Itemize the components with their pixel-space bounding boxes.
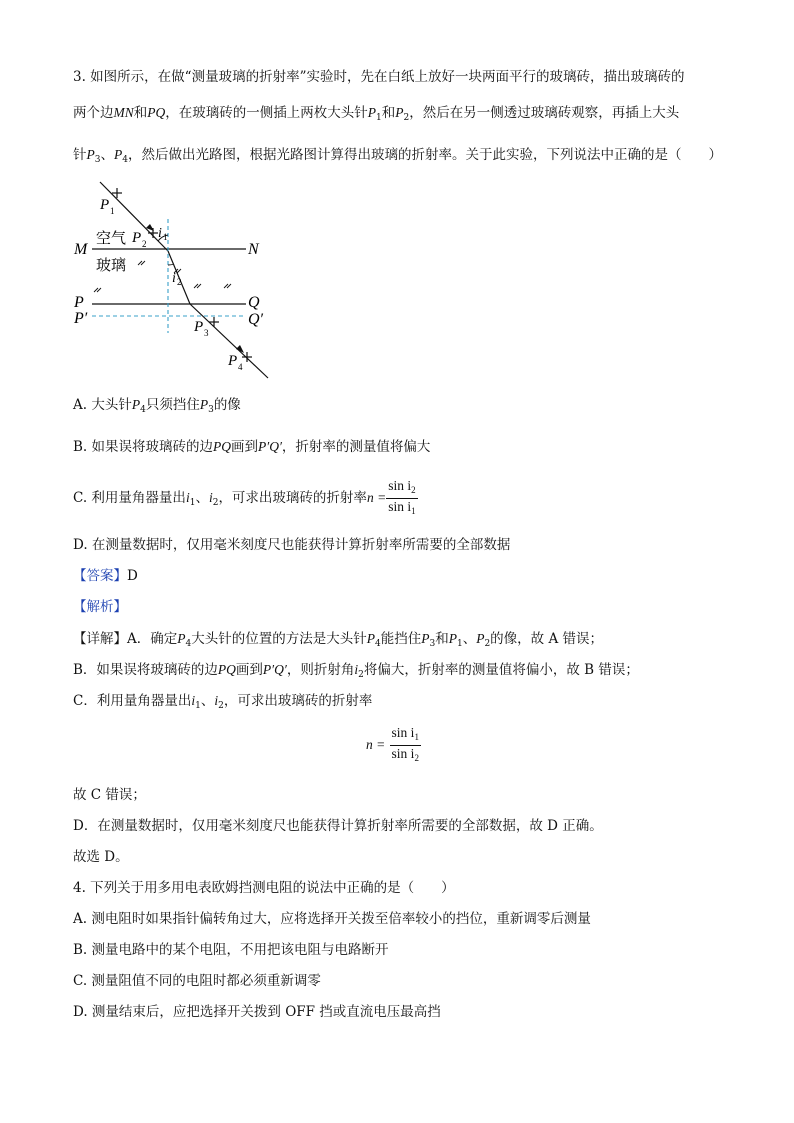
label-P3: P xyxy=(194,319,204,335)
q4-stem: 4. 下列关于用多用电表欧姆挡测电阻的说法中正确的是（ ） xyxy=(73,880,455,896)
label-P3-sub: 3 xyxy=(204,328,209,338)
angle-i2-arc xyxy=(168,264,174,265)
q3-option-c: C. 利用量角器量出$i_1$、$i_2$，可求出玻璃砖的折射率n = $\frac{\sin i_2}{\sin i_1}$ xyxy=(73,478,418,521)
explain-c: C．利用量角器量出$i_1$、$i_2$，可求出玻璃砖的折射率 xyxy=(73,693,373,711)
formula-fraction: $\frac{\sin i_1}{\sin i_2}$ xyxy=(391,725,419,763)
analysis-label: 【解析】 xyxy=(73,599,127,615)
final-choice: 故选 D。 xyxy=(73,849,129,865)
label-air: 空气 xyxy=(96,231,127,247)
label-i1: i xyxy=(158,226,162,241)
q3-stem-line1: 3. 如图所示，在做“测量玻璃的折射率”实验时，先在白纸上放好一块两面平行的玻璃砖，描出玻璃砖的 xyxy=(73,69,685,85)
label-P: P xyxy=(74,294,84,311)
refraction-diagram xyxy=(70,175,290,385)
label-glass: 玻璃 xyxy=(96,258,127,274)
label-P1-sub: 1 xyxy=(110,206,115,216)
label-P4-sub: 4 xyxy=(238,362,243,372)
q3-stem-line3: 针$P_3$、$P_4$，然后做出光路图，根据光路图计算得出玻璃的折射率。关于此实验，下列说法中正确的是（ ） xyxy=(73,147,722,165)
label-M: M xyxy=(74,241,88,258)
label-i2: i xyxy=(172,271,176,286)
option-c-fraction: $\frac{\sin i_2}{\sin i_1}$ xyxy=(388,478,416,516)
label-P2-sub: 2 xyxy=(142,239,147,249)
explain-d: D．在测量数据时，仅用毫米刻度尺也能获得计算折射率所需要的全部数据，故 D 正确。 xyxy=(73,818,603,834)
q3-option-b: B. 如果误将玻璃砖的边PQ画到P′Q′，折射率的测量值将偏大 xyxy=(73,439,431,455)
label-i2-sub: 2 xyxy=(177,277,182,287)
label-N: N xyxy=(248,241,259,258)
explain-b: B．如果误将玻璃砖的边PQ画到P′Q′，则折射角$i_2$将偏大，折射率的测量值将偏小，故 B 错误； xyxy=(73,662,639,680)
label-Qp: Q′ xyxy=(248,311,264,328)
label-Q: Q xyxy=(248,294,260,311)
explain-c-conclusion: 故 C 错误； xyxy=(73,787,146,803)
q4-option-d: D. 测量结束后，应把选择开关拨到 OFF 挡或直流电压最高挡 xyxy=(73,1004,441,1020)
q3-stem-line2: 两个边MN和PQ，在玻璃砖的一侧插上两枚大头针$P_1$和$P_2$，然后在另一侧透过玻璃砖观察，再插上大头 xyxy=(73,105,680,123)
q4-option-c: C. 测量阻值不同的电阻时都必须重新调零 xyxy=(73,973,321,989)
q3-option-d: D. 在测量数据时，仅用毫米刻度尺也能获得计算折射率所需要的全部数据 xyxy=(73,537,511,553)
label-i1-sub: 1 xyxy=(163,232,168,242)
label-P1: P xyxy=(100,197,110,213)
explain-a: 【详解】A．确定$P_4$大头针的位置的方法是大头针$P_4$能挡住$P_3$和$P_1$、$P_2$的像，故 A 错误； xyxy=(73,631,604,649)
q4-option-a: A. 测电阻时如果指针偏转角过大，应将选择开关拨至倍率较小的挡位，重新调零后测量 xyxy=(73,911,591,927)
answer-line: 【答案】D xyxy=(73,568,138,584)
q4-option-b: B. 测量电路中的某个电阻，不用把该电阻与电路断开 xyxy=(73,942,389,958)
label-Pp: P′ xyxy=(74,310,88,327)
explain-c-formula: n = $\frac{\sin i_1}{\sin i_2}$ xyxy=(366,725,421,766)
pins xyxy=(112,188,252,362)
label-P2: P xyxy=(132,230,142,246)
label-P4: P xyxy=(228,353,238,369)
q3-option-a: A. 大头针$P_4$只须挡住$P_3$的像 xyxy=(73,397,241,415)
